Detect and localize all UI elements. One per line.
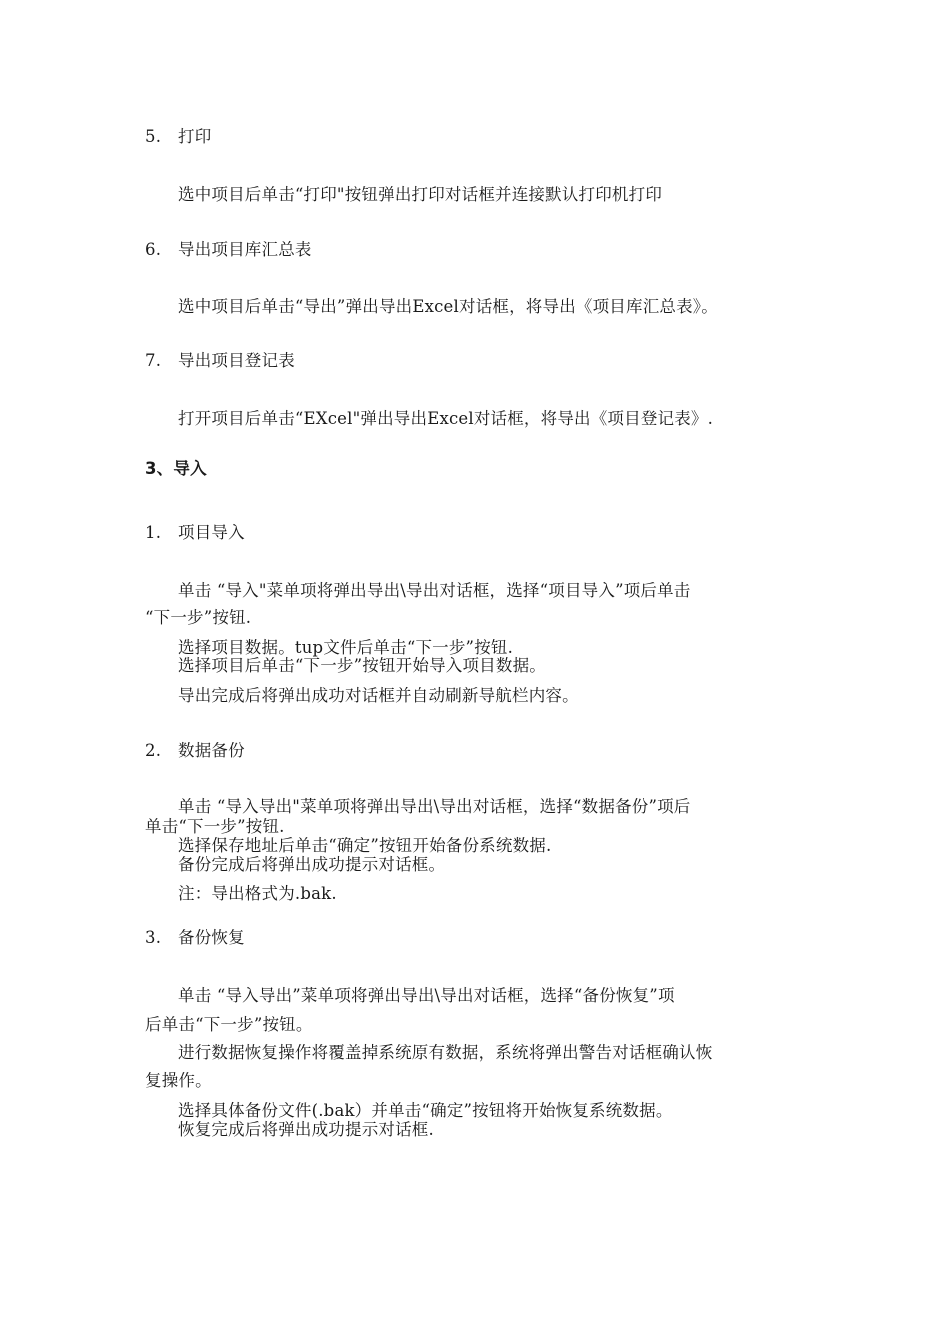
item-title: 项目导入 [178, 523, 245, 542]
item-description: 打开项目后单击“EXcel"弹出导出Excel对话框，将导出《项目登记表》. [178, 409, 714, 428]
paragraph-line: 恢复完成后将弹出成功提示对话框. [178, 1120, 434, 1139]
paragraph-line: 进行数据恢复操作将覆盖掉系统原有数据，系统将弹出警告对话框确认恢 [178, 1043, 713, 1062]
item-title: 打印 [178, 127, 212, 146]
paragraph-line: 选择项目数据。tup文件后单击“下一步”按钮. [178, 638, 514, 657]
section-heading: 3、导入 [145, 459, 207, 478]
item-number: 2. [145, 741, 162, 760]
paragraph-line: 单击 “导入"菜单项将弹出导出\导出对话框，选择“项目导入”项后单击 [178, 581, 691, 600]
item-number: 6. [145, 240, 162, 259]
item-number: 5. [145, 127, 162, 146]
item-title: 导出项目库汇总表 [178, 240, 312, 259]
item-description: 选中项目后单击“导出”弹出导出Excel对话框，将导出《项目库汇总表》。 [178, 297, 718, 316]
paragraph-line: 选择具体备份文件(.bak）并单击“确定”按钮将开始恢复系统数据。 [178, 1101, 673, 1120]
note-line: 注：导出格式为.bak. [178, 884, 337, 903]
paragraph-line: 选择项目后单击“下一步”按钮开始导入项目数据。 [178, 656, 546, 675]
paragraph-line: 导出完成后将弹出成功对话框并自动刷新导航栏内容。 [178, 686, 579, 705]
item-title: 备份恢复 [178, 928, 245, 947]
item-description: 选中项目后单击“打印"按钮弹出打印对话框并连接默认打印机打印 [178, 185, 663, 204]
paragraph-line: 备份完成后将弹出成功提示对话框。 [178, 855, 446, 874]
paragraph-line: “下一步”按钮. [145, 608, 252, 627]
item-title: 导出项目登记表 [178, 351, 295, 370]
item-number: 7. [145, 351, 162, 370]
paragraph-line: 选择保存地址后单击“确定”按钮开始备份系统数据. [178, 836, 552, 855]
item-number: 1. [145, 523, 162, 542]
paragraph-line: 单击“下一步”按钮. [145, 817, 285, 836]
paragraph-line: 复操作。 [145, 1071, 212, 1090]
item-title: 数据备份 [178, 741, 245, 760]
paragraph-line: 单击 “导入导出”菜单项将弹出导出\导出对话框，选择“备份恢复”项 [178, 986, 675, 1005]
paragraph-line: 后单击“下一步”按钮。 [145, 1015, 313, 1034]
paragraph-line: 单击 “导入导出"菜单项将弹出导出\导出对话框，选择“数据备份”项后 [178, 797, 691, 816]
item-number: 3. [145, 928, 162, 947]
